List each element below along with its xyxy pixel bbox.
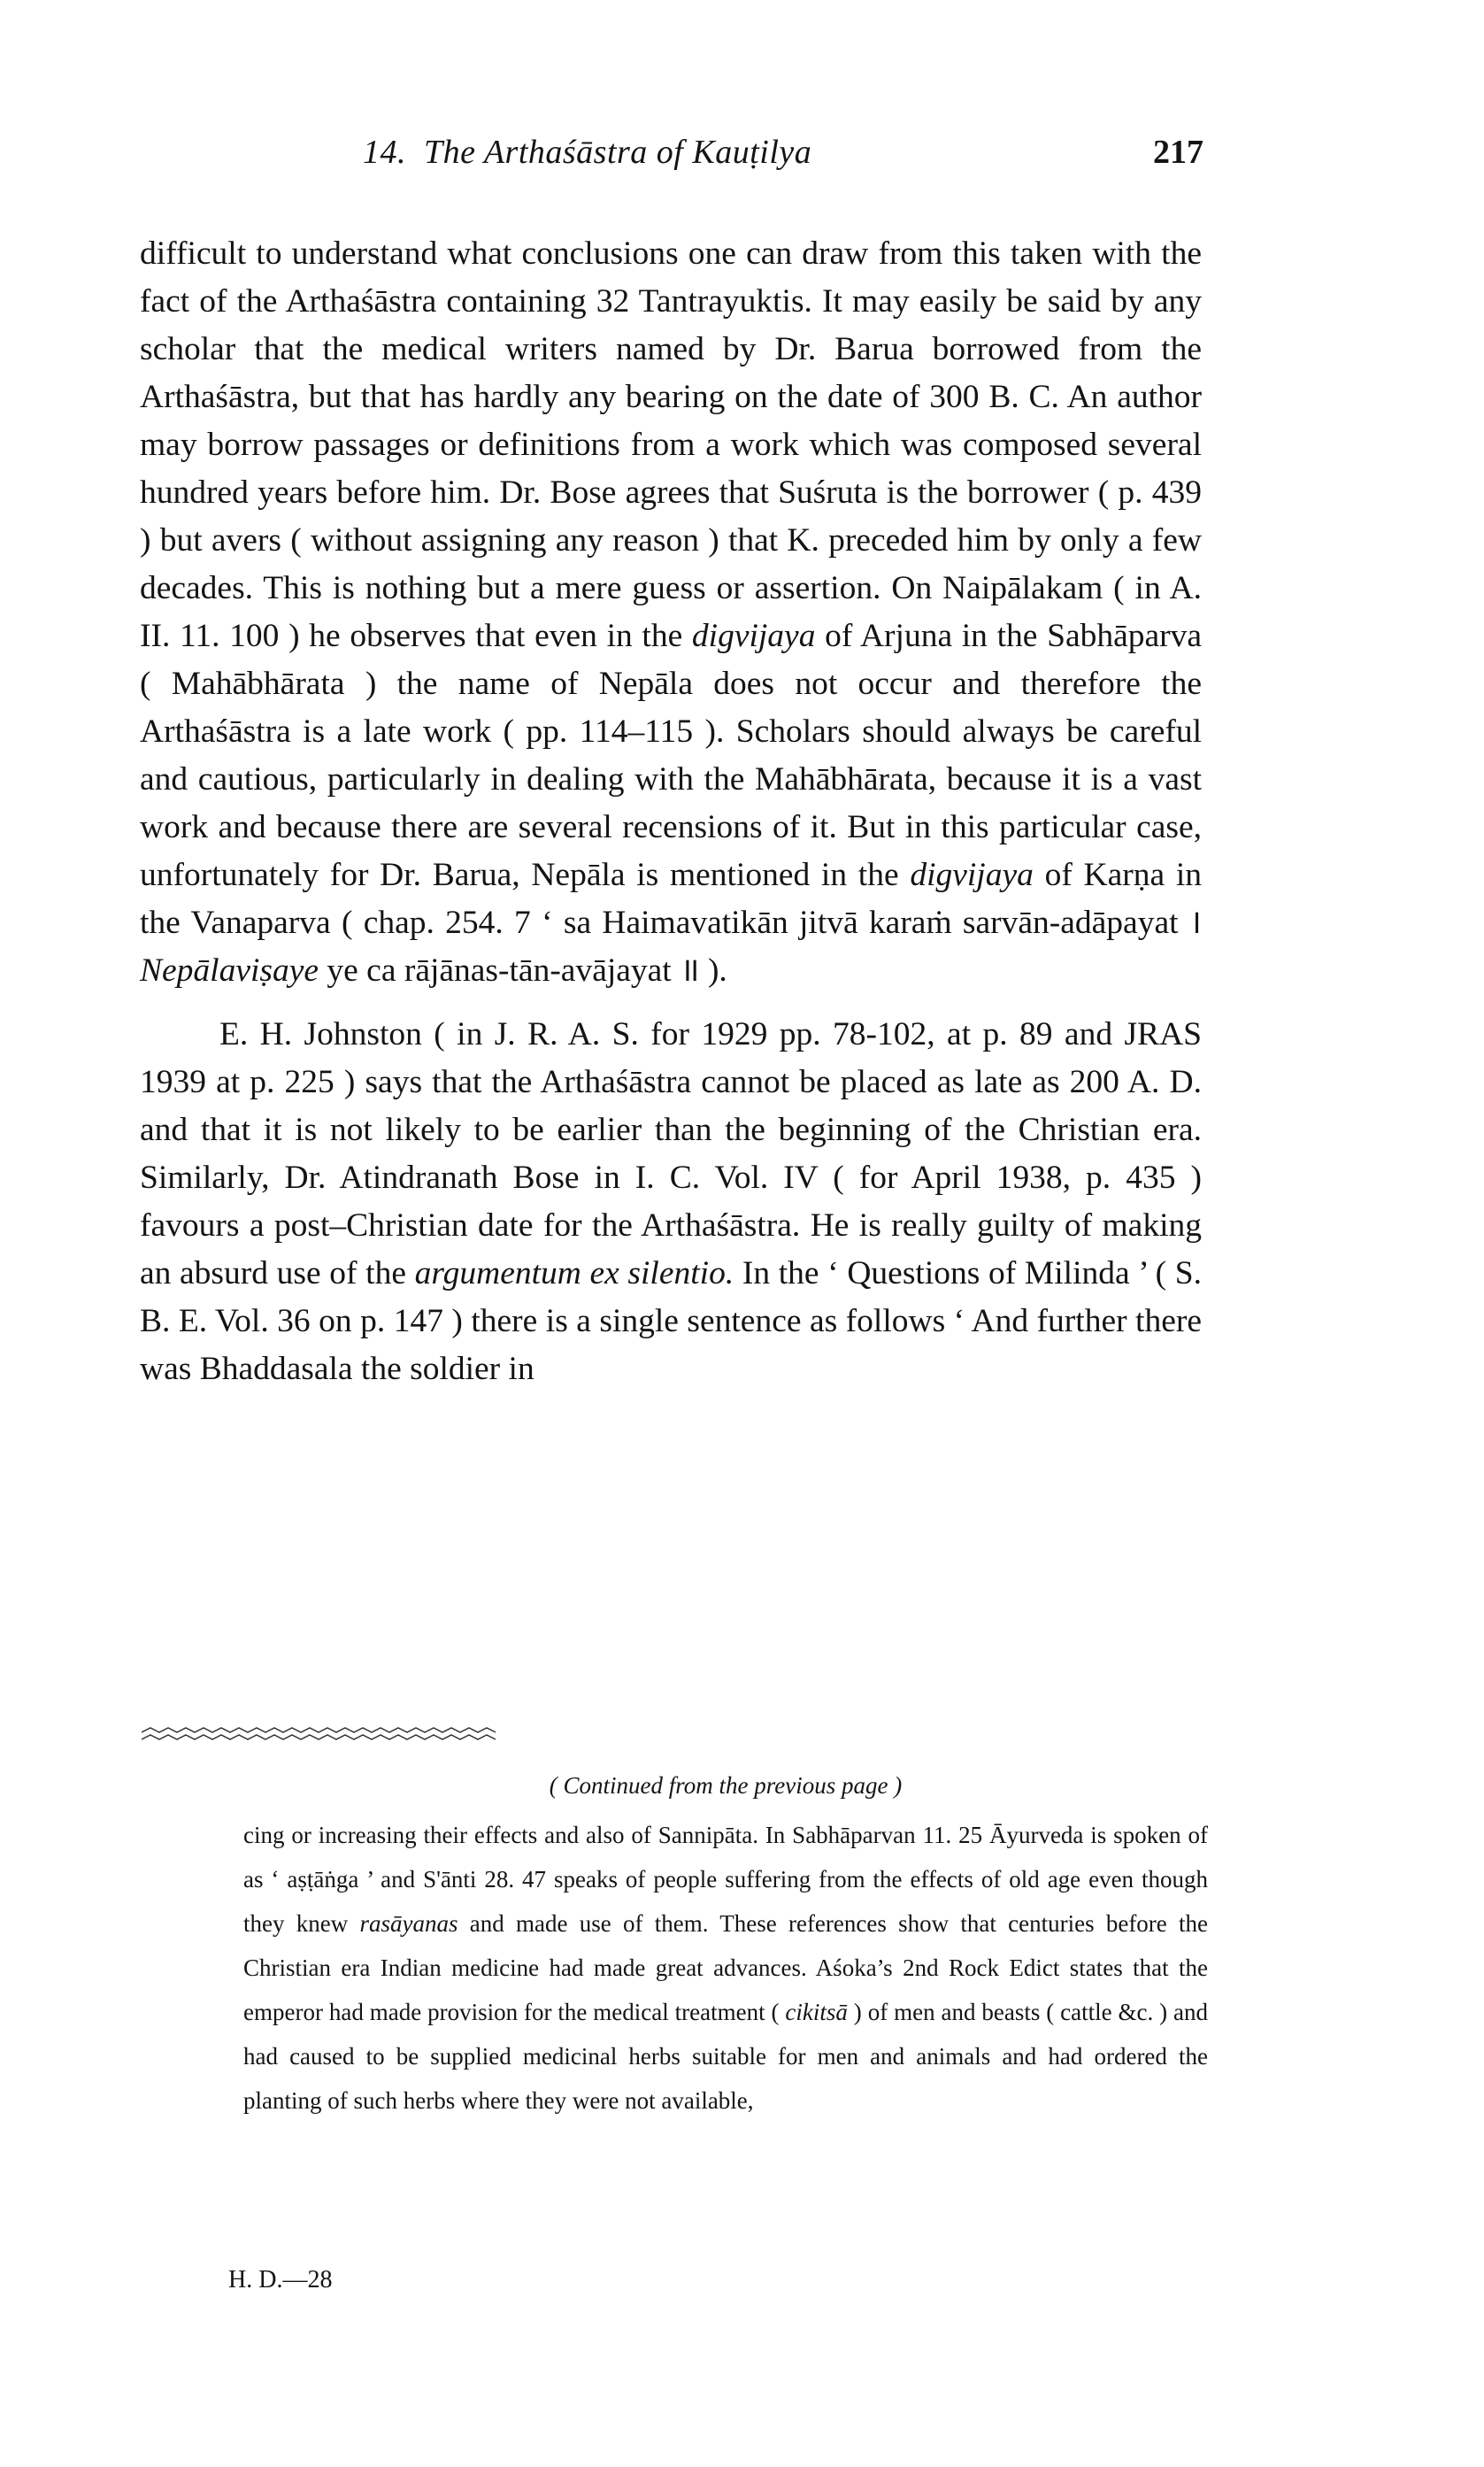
p1-text-1: difficult to understand what conclusions one can draw from this taken with the fact of the Arthaśāstra containing 32 Tantrayuktis. It may easily be said by any scholar that the medical writers named by Dr. Barua borrowed from the Arthaśāstra, but that has hardly any bearing on the date of 300 B. C. An author may borrow passages or definitions from a work which was composed several hundred years before him. Dr. Bose agrees that Suśruta is the borrower ( p. 439 ) but avers ( without assigning any reason ) that K. preceded him by only a few decades. This is nothing but a mere guess or assertion. On Naipālakam ( in A. II. 11. 100 ) he observes that even in the <box>140 235 1202 654</box>
footnote-rule <box>142 1724 513 1746</box>
chapter-title-name: Kauṭilya <box>692 134 812 171</box>
p1-italic-1: digvijaya <box>691 618 816 654</box>
footnote-block <box>243 1763 1208 2123</box>
chapter-number: 14. <box>363 134 406 171</box>
fn-text-2: and made use of them. These references show that centuries before the Christian era Indian medicine had made great advances. Aśoka’s 2nd Rock Edict states that the emperor had made provision for the medical treatment ( <box>243 1910 1209 2025</box>
main-text <box>140 230 1202 1393</box>
footnote-continued-note: ( Continued from the previous page ) <box>549 1772 903 1799</box>
p1-text-3: of Karṇa in the Vanaparva ( chap. 254. 7 ‘ sa Haimavatikān jitvā karaṁ sarvān-adāpayat । <box>140 857 1202 941</box>
footnote-separator-zigzag <box>142 1724 513 1746</box>
printer-signature-mark: H. D.—28 <box>228 2266 333 2294</box>
p2-text-2: In the ‘ Questions of Milinda ’ ( S. B. E. Vol. 36 on p. 147 ) there is a single sentence as follows ‘ And further there was Bhaddasala the soldier in <box>140 1255 1202 1387</box>
p2-italic-1: argumentum ex silentio. <box>414 1255 734 1291</box>
chapter-title: The Arthaśāstra of <box>424 134 684 171</box>
p1-text-2: of Arjuna in the Sabhāparva ( Mahābhārata ) the name of Nepāla does not occur and therefore the Arthaśāstra is a late work ( pp. 114–115 ). Scholars should always be careful and cautious, particularly in dealing with the Mahābhārata, because it is a vast work and because there are several recensions of it. But in this particular case, unfortunately for Dr. Barua, Nepāla is mentioned in the <box>140 618 1203 893</box>
running-title <box>363 133 811 172</box>
footnote-text <box>243 1813 1208 2123</box>
paragraph-2 <box>140 1011 1202 1393</box>
paragraph-1 <box>140 230 1202 995</box>
p1-italic-2: digvijaya <box>910 857 1034 893</box>
fn-italic-1: rasāyanas <box>359 1910 458 1937</box>
page-number: 217 <box>1153 134 1203 171</box>
fn-text-3: ) of men and beasts ( cattle &c. ) and had caused to be supplied medicinal herbs suitable for men and animals and had ordered the planting of such herbs where they were not available, <box>243 1999 1209 2114</box>
p1-text-4: ye ca rājānas-tān-avājayat ॥ ). <box>327 952 727 989</box>
fn-text-1: cing or increasing their effects and also of Sannipāta. In Sabhāparvan 11. 25 Āyurveda is spoken of as ‘ aṣṭāṅga ’ and S'ānti 28. 47 speaks of people suffering from the effects of old age even though they knew <box>243 1822 1208 1937</box>
fn-italic-2: cikitsā <box>785 1999 848 2025</box>
running-head <box>142 133 1203 186</box>
p1-italic-3: Nepālaviṣaye <box>140 952 319 989</box>
p2-text-1: E. H. Johnston ( in J. R. A. S. for 1929 pp. 78-102, at p. 89 and JRAS 1939 at p. 225 ) says that the Arthaśāstra cannot be placed as late as 200 A. D. and that it is not likely to be earlier than the beginning of the Christian era. Similarly, Dr. Atindranath Bose in I. C. Vol. IV ( for April 1938, p. 435 ) favours a post–Christian date for the Arthaśāstra. He is really guilty of making an absurd use of the <box>140 1016 1202 1291</box>
